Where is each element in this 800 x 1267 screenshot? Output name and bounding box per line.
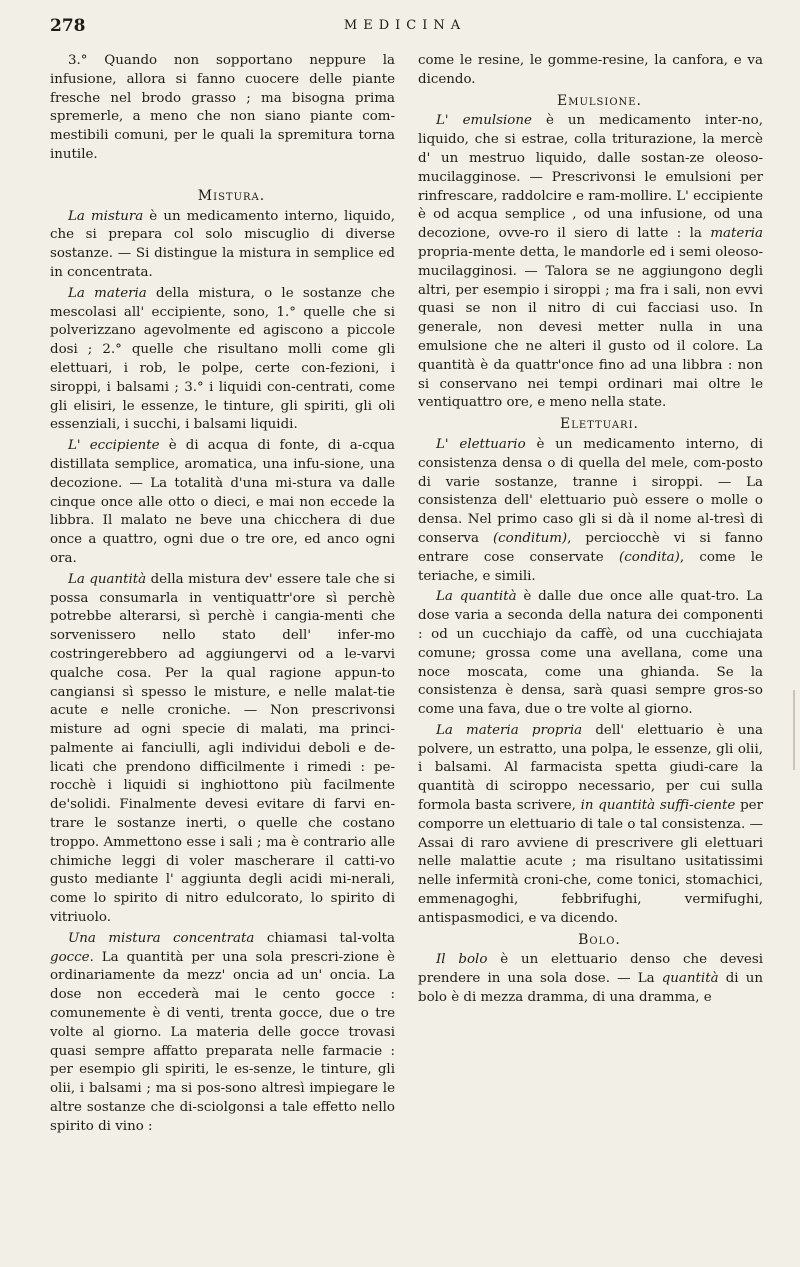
paragraph: come le resine, le gomme-resine, la canfora, e va dicendo.	[418, 53, 763, 87]
section-heading-emulsione: Emulsione.	[556, 92, 643, 109]
section-heading-mistura: Mistura.	[197, 187, 266, 204]
paragraph: La quantità della mistura dev' essere tale che si possa consumarla in ventiquattr'ore sì perchè potrebbe alterarsi, sì perchè i cangia-menti che sorvenissero nello stato dell' infer-mo costringerebbero ad aggiungervi od a le-varvi qualche cosa. Per la qual ragione appun-to cangiansi sì spesso le misture, e nelle malat-tie acute e nelle croniche. — Non prescrivonsi misture ad ogni specie di malati, ma princi-palmente ai fanciulli, agli individui deboli e de-licati che prendono difficilmente i rimedi : pe-rocchè i liquidi si inghiottono più facilmente de'solidi. Finalmente devesi evitare di farvi en-trare le sostanze inerti, o quelle che costano troppo. Ammettono esse i sali ; ma è contrario alle chimiche leggi di voler mascherare il catti-vo gusto mediante l' aggiunta degli acidi mi-nerali, come lo spirito di nitro edulcorato, lo spirito di vitriuolo.	[50, 571, 395, 926]
paragraph: Una mistura concentrata chiamasi tal-volta gocce. La quantità per una sola prescri-zione è ordinariamente da mezz' oncia ad un' oncia. La dose non eccederà mai le cento gocce : comunemente è di venti, trenta gocce, due o tre volte al giorno. La materia delle gocce trovasi quasi sempre affatto preparata nelle farmacie : per esempio gli spiriti, le es-senze, le tinture, gli olii, i balsami ; ma si pos-sono altresì impiegare le altre sostanze che di-sciolgonsi a tale effetto nello spirito di vino :	[50, 930, 396, 1134]
term: gocce	[50, 949, 90, 965]
term: La quantità	[68, 571, 147, 587]
term: Una mistura concentrata	[68, 930, 255, 946]
section-heading-elettuari: Elettuari.	[560, 416, 639, 433]
term: materia	[710, 226, 763, 242]
running-head: MEDICINA	[343, 18, 467, 33]
paragraph: La materia della mistura, o le sostanze che mescolasi all' eccipiente, sono, 1.° quelle che si polverizzano agevolmente ed agiscono a piccole dosi ; 2.° quelle che risultano molli come gli elettuari, i rob, le polpe, certe con-fezioni, i siroppi, i balsami ; 3.° i liquidi con-centrati, come gli elisiri, le essenze, le tinture, gli spiriti, gli oli essenziali, i succhi, i balsami liquidi.	[50, 285, 395, 433]
term: Il bolo	[436, 952, 488, 968]
term: L' eccipiente	[68, 438, 160, 454]
paragraph: La mistura è un medicamento interno, liquido, che si prepara col solo miscuglio di diverse sostanze. — Si distingue la mistura in semplice ed in concentrata.	[50, 208, 395, 280]
paragraph: 3.° Quando non sopportano neppure la infusione, allora si fanno cuocere delle piante fresche nel brodo grasso ; ma bisogna prima spremerle, a meno che non siano piante com-mestibili comuni, per le quali la spremitura torna inutile.	[50, 53, 395, 162]
term: L' emulsione	[436, 113, 532, 129]
paragraph: L' eccipiente è di acqua di fonte, di a-cqua distillata semplice, aromatica, una infu-sione, una decozione. — La totalità d'una mi-stura va dalle cinque once alle otto o dieci, e mai non eccede la libbra. Il malato ne beve una chicchera di due once a quattro, ogni due o tre ore, ed anco ogni ora.	[50, 438, 395, 566]
term: La materia propria	[436, 722, 583, 738]
term: (condita)	[618, 549, 680, 565]
paragraph: La quantità è dalle due once alle quat-tro. La dose varia a seconda della natura dei componenti : od un cucchiajo da caffè, od una cucchiajata comune; grossa come una avellana, come una noce moscata, come una ghianda. Se la consistenza è densa, sarà quasi sempre gros-so come una fava, due o tre volte al giorno.	[418, 589, 763, 718]
right-column	[418, 52, 763, 1010]
term: La mistura	[68, 208, 144, 224]
page-number: 278	[50, 16, 86, 36]
paragraph: L' elettuario è un medicamento interno, di consistenza densa o di quella del mele, com-posto di varie sostanze, tranne i siroppi. — La consistenza dell' elettuario può essere o molle o densa. Nel primo caso gli si dà il nome al-tresì di conserva (conditum), perciocchè vi si fanno entrare cose conservate (condita), come le teriache, e simili.	[418, 436, 764, 584]
left-column	[50, 52, 395, 1139]
term: in quantità suffi-ciente	[580, 798, 736, 814]
page-header	[50, 16, 760, 42]
term: (conditum)	[492, 530, 568, 546]
term: La materia	[68, 285, 147, 301]
paragraph: La materia propria dell' elettuario è una polvere, un estratto, una polpa, le essenze, gli olii, i balsami. Al farmacista spetta giudi-care la quantità di sciroppo necessario, per cui sulla formola basta scrivere, in quantità suffi-ciente per comporre un elettuario di tale o tal consistenza. — Assai di raro avviene di prescrivere gli elettuari nelle malattie acute ; ma risultano usitatissimi nelle infermità croni-che, come tonici, stomachici, emmenagoghi, febbrifughi, vermifughi, antispasmodici, e va dicendo.	[418, 722, 763, 926]
term: L' elettuario	[436, 436, 526, 452]
term: La quantità	[436, 589, 517, 605]
section-heading-bolo: Bolo.	[578, 931, 621, 948]
term: quantità	[661, 971, 719, 987]
page-edge-shadow	[793, 690, 795, 770]
paragraph: L' emulsione è un medicamento inter-no, liquido, che si estrae, colla triturazione, la mercè d' un mestruo liquido, dalle sostan-ze oleoso-mucilagginose. — Prescrivonsi le emulsioni per rinfrescare, raddolcire e ram-mollire. L' eccipiente è od acqua semplice , od una infusione, od una decozione, ovve-ro il siero di latte : la materia propria-mente detta, le mandorle ed i semi oleoso-mucilagginosi. — Talora se ne aggiungono degli altri, per esempio i siroppi ; ma fra i sali, non evvi quasi se non il nitro di cui facciasi uso. In generale, non devesi metter nulla in una emulsione che ne alteri il gusto od il colore. La quantità è da quattr'once fino ad una libbra : non si conservano nei tempi ordinari mai oltre le ventiquattro ore, e meno nella state.	[418, 113, 763, 411]
paragraph: Il bolo è un elettuario denso che devesi prendere in una sola dose. — La quantità di un bolo è di mezza dramma, di una dramma, e	[418, 952, 764, 1006]
